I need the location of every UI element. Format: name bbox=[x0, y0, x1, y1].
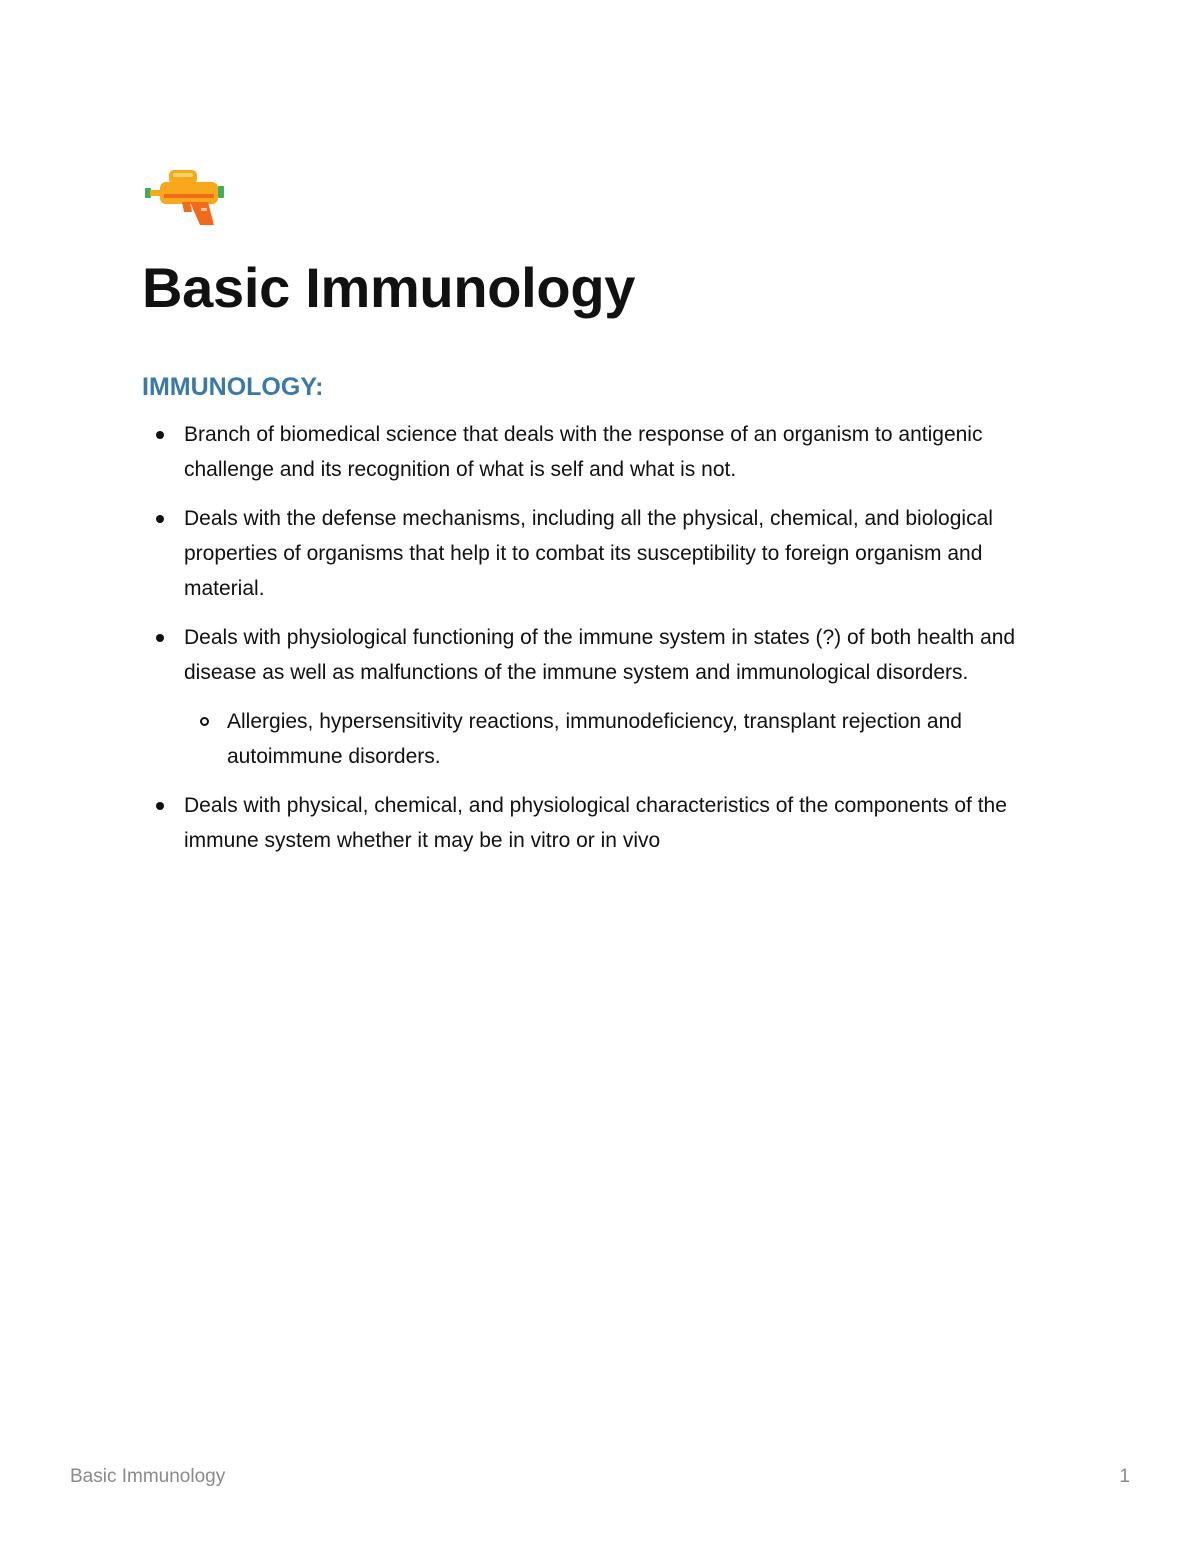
bullet-icon bbox=[156, 634, 164, 642]
section-heading: IMMUNOLOGY: bbox=[142, 373, 324, 401]
page-number: 1 bbox=[1119, 1466, 1130, 1487]
list-item bbox=[142, 620, 1062, 774]
water-pistol-icon bbox=[142, 168, 228, 228]
list-item-text: Deals with the defense mechanisms, including all the physical, chemical, and biological properties of organisms that help it to combat its susceptibility to foreign organism and material. bbox=[184, 507, 993, 600]
nested-list-item-text: Allergies, hypersensitivity reactions, immunodeficiency, transplant rejection and autoimmune disorders. bbox=[227, 710, 962, 768]
list-item-text: Deals with physical, chemical, and physiological characteristics of the components of the immune system whether it may be in vitro or in vivo bbox=[184, 794, 1007, 852]
hollow-bullet-icon bbox=[200, 717, 209, 726]
nested-list-item bbox=[184, 704, 1062, 774]
bullet-list bbox=[142, 417, 1062, 872]
list-item-text: Branch of biomedical science that deals with the response of an organism to antigenic challenge and its recognition of what is self and what is not. bbox=[184, 423, 983, 481]
footer-document-title: Basic Immunology bbox=[70, 1466, 226, 1487]
page-title: Basic Immunology bbox=[142, 256, 636, 319]
nested-list bbox=[184, 704, 1062, 774]
list-item-text: Deals with physiological functioning of the immune system in states (?) of both health and disease as well as malfunctions of the immune system and immunological disorders. bbox=[184, 626, 1016, 684]
list-item bbox=[142, 501, 1062, 606]
bullet-icon bbox=[156, 515, 164, 523]
bullet-icon bbox=[156, 431, 164, 439]
list-item bbox=[142, 788, 1062, 858]
list-item bbox=[142, 417, 1062, 487]
bullet-icon bbox=[156, 802, 164, 810]
